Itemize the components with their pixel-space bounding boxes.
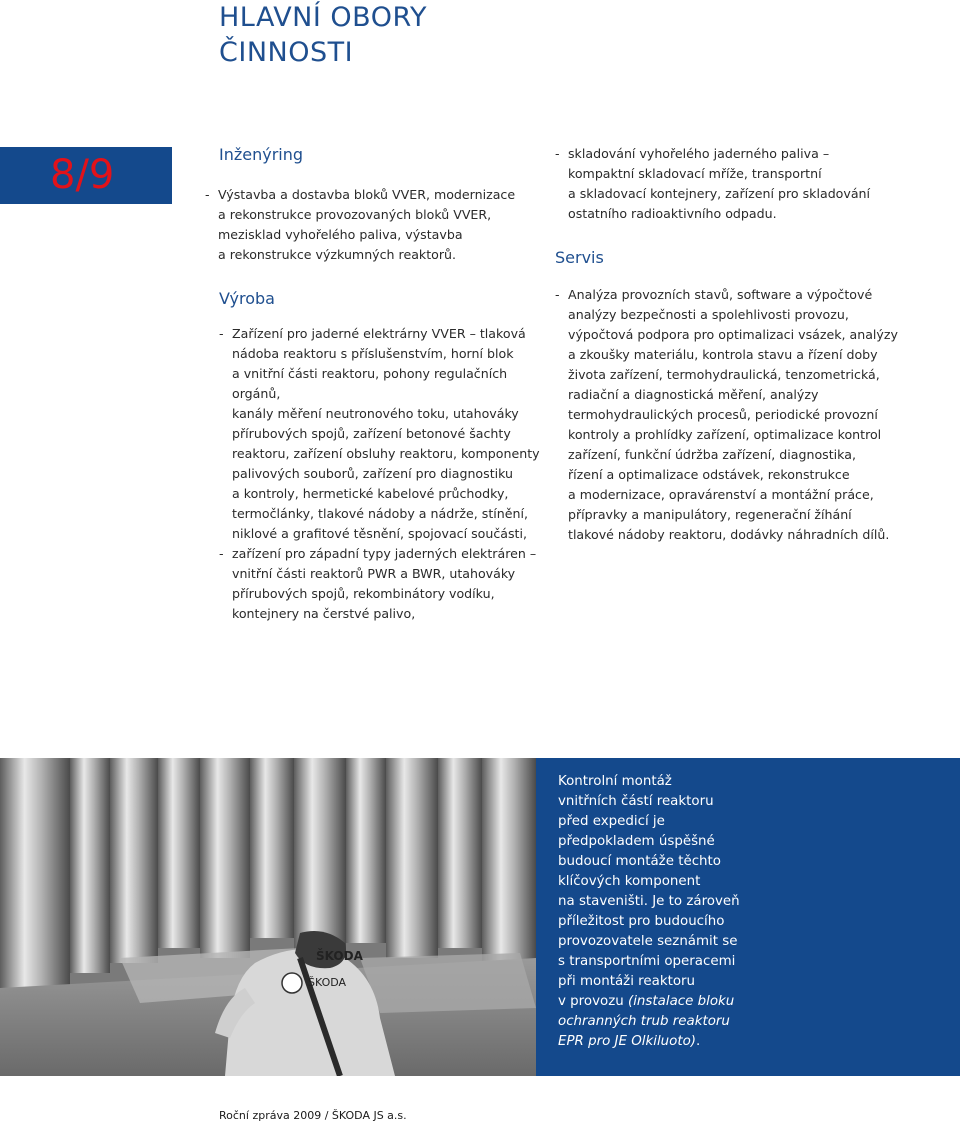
list-item: - zařízení pro západní typy jaderných elektráren – vnitřní části reaktorů PWR a BWR, utahováky přírubových spojů, rekombinátory vodíku, kontejnery na čerstvé palivo, [219,544,549,624]
list-item-text: skladování vyhořelého jaderného paliva – kompaktní skladovací mříže, transportní a skladovací kontejnery, zařízení pro skladování ostatního radioaktivního odpadu. [568,146,871,221]
page-title [219,0,427,70]
list-item: - Analýza provozních stavů, software a výpočtové analýzy bezpečnosti a spolehlivosti provozu, výpočtová podpora pro optimalizaci vsázek, analýzy a zkoušky materiálu, kontrola stavu a řízení doby života zařízení, termohydraulická, tenzometrická, radiační a diagnostická měření, analýzy termohydraulických procesů, periodické provozní kontroly a prohlídky zařízení, optimalizace kontrol zařízení, funkční údržba zařízení, diagnostika, řízení a optimalizace odstávek, rekonstrukce a modernizace, opravárenství a montážní práce, přípravky a manipulátory, regenerační žíhání tlakové nádoby reaktoru, dodávky náhradních dílů. [555,285,915,545]
list-item: - Výstavba a dostavba bloků VVER, modernizace a rekonstrukce provozovaných bloků VVER, mezisklad vyhořelého paliva, výstavba a rekonstrukce výzkumných reaktorů. [205,185,525,265]
list-item: - skladování vyhořelého jaderného paliva – kompaktní skladovací mříže, transportní a skladovací kontejnery, zařízení pro skladování ostatního radioaktivního odpadu. [555,144,885,224]
footer-text: Roční zpráva 2009 / ŠKODA JS a.s. [219,1109,407,1122]
list-item: - Zařízení pro jaderné elektrárny VVER – tlaková nádoba reaktoru s příslušenstvím, horní blok a vnitřní části reaktoru, pohony regulačních orgánů, kanály měření neutronového toku, utahováky přírubových spojů, zařízení betonové šachty reaktoru, zařízení obsluhy reaktoru, komponenty palivových souborů, zařízení pro diagnostiku a kontroly, hermetické kabelové průchodky, termočlánky, tlakové nádoby a nádrže, stínění, niklové a grafitové těsnění, spojovací součásti, [219,324,549,544]
reactor-assembly-photo [0,758,536,1076]
page-number: 8/9 [50,152,115,198]
section-heading-service: Servis [555,248,604,267]
caption-text: Kontrolní montáž vnitřních částí reaktoru před expedicí je předpokladem úspěšné budoucí montáže těchto klíčových komponent na staveništi. Je to zároveň příležitost pro budoucího provozovatele seznámit se s transportními operacemi při montáži reaktoru v provozu [558,774,740,1009]
helmet-logo-text: ŠKODA [316,949,363,963]
page-title-line2: ČINNOSTI [219,37,354,68]
list-item-text: Analýza provozních stavů, software a výpočtové analýzy bezpečnosti a spolehlivosti provozu, výpočtová podpora pro optimalizaci vsázek, analýzy a zkoušky materiálu, kontrola stavu a řízení doby života zařízení, termohydraulická, tenzometrická, radiační a diagnostická měření, analýzy termohydraulických procesů, periodické provozní kontroly a prohlídky zařízení, optimalizace kontrol zařízení, funkční údržba zařízení, diagnostika, řízení a optimalizace odstávek, rekonstrukce a modernizace, opravárenství a montážní práce, přípravky a manipulátory, regenerační žíhání tlakové nádoby reaktoru, dodávky náhradních dílů. [568,287,898,542]
caption-end: . [696,1034,701,1049]
page-title-line1: HLAVNÍ OBORY [219,2,427,33]
section-heading-engineering: Inženýring [219,145,304,164]
jacket-logo-text: ŠKODA [308,976,347,989]
photo-illustration [0,758,536,1076]
list-item-text: Výstavba a dostavba bloků VVER, modernizace a rekonstrukce provozovaných bloků VVER, mezisklad vyhořelého paliva, výstavba a rekonstrukce výzkumných reaktorů. [218,187,516,262]
list-item-text: zařízení pro západní typy jaderných elektráren – vnitřní části reaktorů PWR a BWR, utahováky přírubových spojů, rekombinátory vodíku, kontejnery na čerstvé palivo, [232,546,537,621]
list-item-text: Zařízení pro jaderné elektrárny VVER – tlaková nádoba reaktoru s příslušenstvím, horní blok a vnitřní části reaktoru, pohony regulačních orgánů, kanály měření neutronového toku, utahováky přírubových spojů, zařízení betonové šachty reaktoru, zařízení obsluhy reaktoru, komponenty palivových souborů, zařízení pro diagnostiku a kontroly, hermetické kabelové průchodky, termočlánky, tlakové nádoby a nádrže, stínění, niklové a grafitové těsnění, spojovací součásti, [232,326,540,541]
section-heading-production: Výroba [219,289,275,308]
caption-italic-text: (instalace bloku ochranných trub reaktoru EPR pro JE Olkiluoto) [558,994,735,1049]
photo-caption [558,772,778,1052]
